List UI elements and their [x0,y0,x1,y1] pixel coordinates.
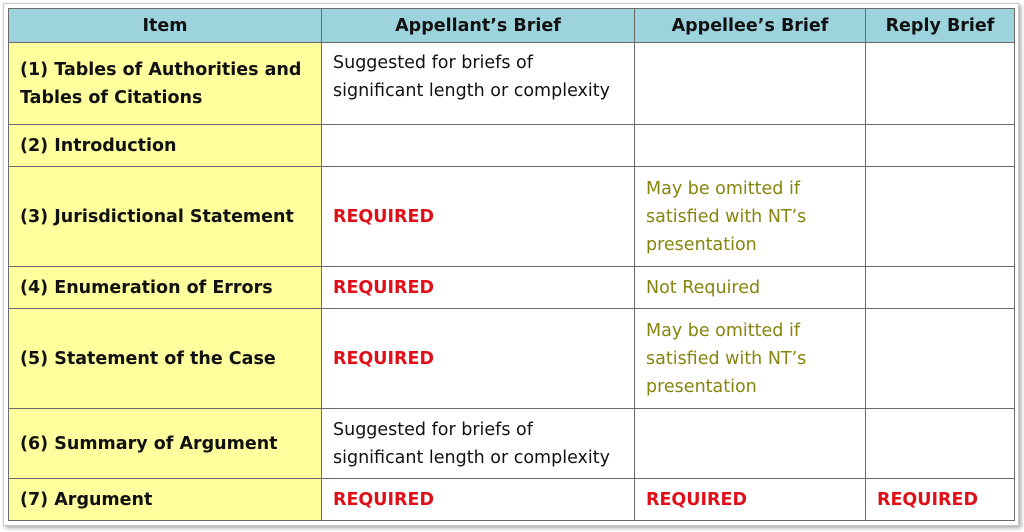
header-reply-brief: Reply Brief [866,9,1015,43]
appellants-brief-cell: REQUIRED [322,479,635,521]
header-item: Item [9,9,322,43]
table-row [9,125,1015,167]
appellants-brief-cell: Suggested for briefs of significant length or complexity [322,409,635,479]
appellants-brief-cell: Suggested for briefs of significant length or complexity [322,43,635,125]
table-body [9,43,1015,521]
table-row [9,267,1015,309]
appellants-brief-cell [322,125,635,167]
row-item-label: (4) Enumeration of Errors [9,267,322,309]
row-item-label: (6) Summary of Argument [9,409,322,479]
table-row [9,43,1015,125]
header-appellees-brief: Appellee’s Brief [635,9,866,43]
table-row [9,167,1015,267]
table-row [9,309,1015,409]
reply-brief-cell [866,43,1015,125]
appellees-brief-cell [635,125,866,167]
reply-brief-cell [866,309,1015,409]
row-item-label: (7) Argument [9,479,322,521]
appellants-brief-cell: REQUIRED [322,309,635,409]
table-row [9,409,1015,479]
reply-brief-cell [866,267,1015,309]
row-item-label: (5) Statement of the Case [9,309,322,409]
table-header [9,9,1015,43]
table-frame [3,3,1019,526]
appellees-brief-cell: REQUIRED [635,479,866,521]
appellees-brief-cell [635,409,866,479]
appellees-brief-cell: May be omitted if satisfied with NT’s presentation [635,309,866,409]
row-item-label: (3) Jurisdictional Statement [9,167,322,267]
appellees-brief-cell: Not Required [635,267,866,309]
table-row [9,479,1015,521]
appellees-brief-cell: May be omitted if satisfied with NT’s presentation [635,167,866,267]
reply-brief-cell: REQUIRED [866,479,1015,521]
appellants-brief-cell: REQUIRED [322,267,635,309]
reply-brief-cell [866,167,1015,267]
appellants-brief-cell: REQUIRED [322,167,635,267]
brief-requirements-table [8,8,1015,521]
reply-brief-cell [866,125,1015,167]
row-item-label: (2) Introduction [9,125,322,167]
appellees-brief-cell [635,43,866,125]
header-row [9,9,1015,43]
header-appellants-brief: Appellant’s Brief [322,9,635,43]
row-item-label: (1) Tables of Authorities and Tables of Citations [9,43,322,125]
reply-brief-cell [866,409,1015,479]
